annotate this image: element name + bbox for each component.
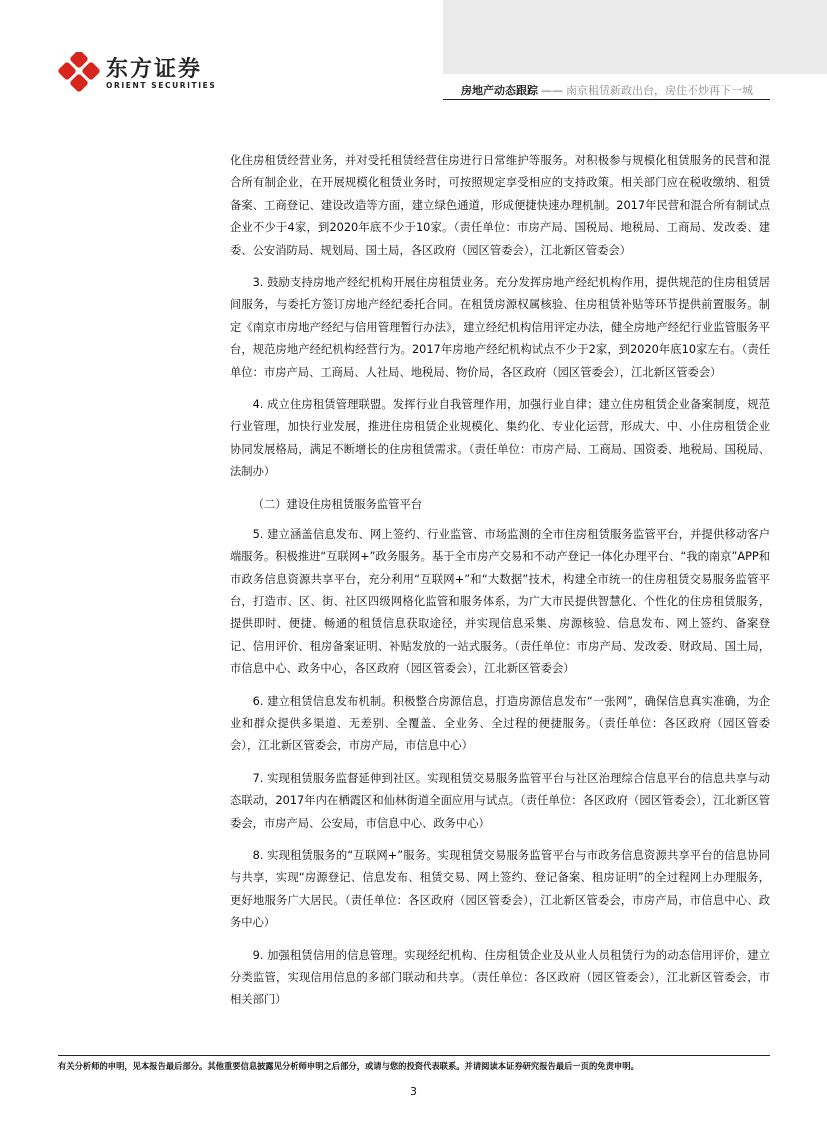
- report-category: 房地产动态跟踪: [461, 84, 538, 97]
- paragraph-item-4: 4. 成立住房租赁管理联盟。发挥行业自我管理作用，加强行业自律；建立住房租赁企业备案制度，规范行业管理，加快行业发展，推进住房租赁企业规模化、集约化、专业化运营，形成大、中、小住房租赁企业协同发展格局，满足不断增长的住房租赁需求。（责任单位：市房产局、工商局、国资委、地税局、国税局、法制办）: [230, 398, 770, 479]
- paragraph-item-5: 5. 建立涵盖信息发布、网上签约、行业监管、市场监测的全市住房租赁服务监管平台，并提供移动客户端服务。积极推进“互联网+”政务服务。基于全市房产交易和不动产登记一体化办理平台、“我的南京”APP和市政务信息资源共享平台，充分利用“互联网+”和“大数据”技术，构建全市统一的住房租赁交易服务监管平台，打造市、区、街、社区四级网格化监管和服务体系，为广大市民提供智慧化、个性化的住房租赁服务，提供即时、便捷、畅通的租赁信息获取途径，并实现信息采集、房源核验、信息发布、网上签约、备案登记、信用评价、租房备案证明、补贴发放的一站式服务。（责任单位：市房产局、发改委、财政局、国土局，市信息中心、政务中心，各区政府（园区管委会），江北新区管委会）: [230, 527, 770, 676]
- paragraph-continued: 化住房租赁经营业务，并对受托租赁经营住房进行日常维护等服务。对积极参与规模化租赁服务的民营和混合所有制企业，在开展规模化租赁业务时，可按照规定享受相应的支持政策。相关部门应在税收缴纳、租赁备案、工商登记、建设改造等方面，建立绿色通道，形成便捷快速办理机制。2017年民营和混合所有制试点企业不少于4家，到2020年底不少于10家。（责任单位：市房产局、国税局、地税局、工商局、发改委、建委、公安消防局、规划局、国土局，各区政府（园区管委会），江北新区管委会）: [230, 154, 770, 257]
- header-rule: [443, 99, 770, 100]
- report-subtitle: 南京租赁新政出台，房住不炒再下一城: [566, 84, 753, 97]
- orient-logo-icon: [58, 52, 102, 92]
- footer-rule: [58, 1055, 770, 1056]
- company-logo: [58, 52, 228, 92]
- footer-disclaimer: 有关分析师的申明，见本报告最后部分。其他重要信息披露见分析师申明之后部分，或请与您的投资代表联系。并请阅读本证券研究报告最后一页的免责申明。: [58, 1061, 639, 1071]
- section-heading: （二）建设住房租赁服务监管平台: [252, 497, 423, 511]
- header-background-tab: [443, 0, 827, 74]
- page-number: 3: [410, 1085, 417, 1098]
- paragraph-item-3: 3. 鼓励支持房地产经纪机构开展住房租赁业务。充分发挥房地产经纪机构作用，提供规范的住房租赁居间服务，与委托方签订房地产经纪委托合同。在租赁房源权属核验、住房租赁补贴等环节提供前置服务。制定《南京市房地产经纪与信用管理暂行办法》，建立经纪机构信用评定办法，健全房地产经纪行业监管服务平台，规范房地产经纪机构经营行为。2017年房地产经纪机构试点不少于2家，到2020年底10家左右。（责任单位：市房产局、工商局、人社局、地税局、物价局，各区政府（园区管委会），江北新区管委会）: [230, 276, 770, 379]
- paragraph-item-7: 7. 实现租赁服务监督延伸到社区。实现租赁交易服务监管平台与社区治理综合信息平台的信息共享与动态联动，2017年内在栖霞区和仙林街道全面应用与试点。（责任单位：各区政府（园区管委会），江北新区管委会，市房产局、公安局，市信息中心、政务中心）: [230, 771, 770, 830]
- document-body: [230, 150, 770, 1022]
- title-separator: ——: [541, 84, 563, 97]
- paragraph-item-9: 9. 加强租赁信用的信息管理。实现经纪机构、住房租赁企业及从业人员租赁行为的动态信用评价，建立分类监管，实现信用信息的多部门联动和共享。（责任单位：各区政府（园区管委会），江北新区管委会，市相关部门）: [230, 948, 770, 1007]
- logo-english-name: ORIENT SECURITIES: [106, 81, 217, 90]
- logo-chinese-name: 东方证券: [106, 57, 203, 82]
- paragraph-item-8: 8. 实现租赁服务的“互联网+”服务。实现租赁交易服务监管平台与市政务信息资源共享平台的信息协同与共享，实现“房源登记、信息发布、租赁交易、网上签约、登记备案、租房证明”的全过程网上办理服务，更好地服务广大居民。（责任单位：各区政府（园区管委会），江北新区管委会，市房产局，市信息中心、政务中心）: [230, 848, 770, 930]
- report-title: [461, 82, 753, 98]
- paragraph-item-6: 6. 建立租赁信息发布机制。积极整合房源信息，打造房源信息发布“一张网”，确保信息真实准确，为企业和群众提供多渠道、无差别、全覆盖、全业务、全过程的便捷服务。（责任单位：各区政府（园区管委会），江北新区管委会，市房产局，市信息中心）: [230, 694, 770, 753]
